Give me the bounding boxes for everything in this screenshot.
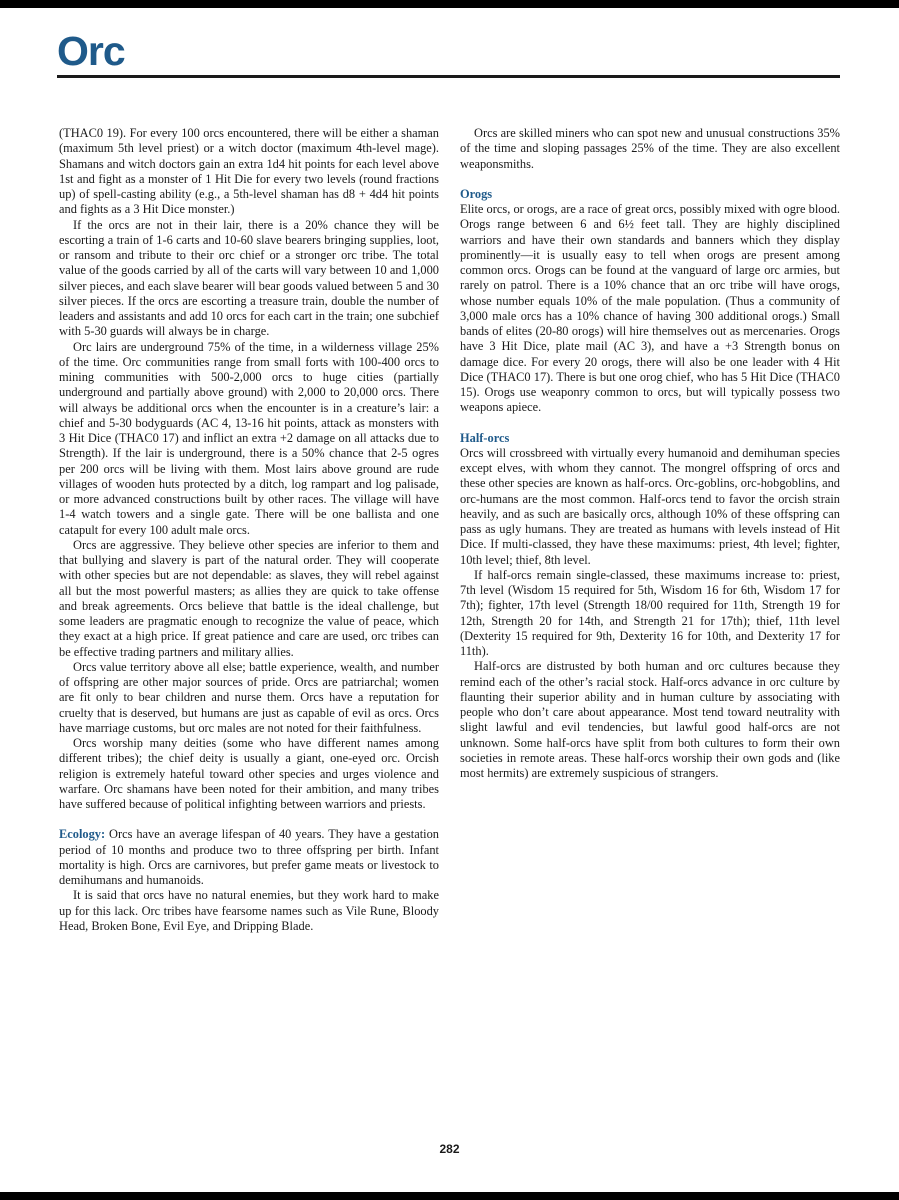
- spacer: [460, 172, 840, 187]
- bottom-border: [0, 1192, 899, 1200]
- spacer: [460, 416, 840, 431]
- ecology-text: Orcs have an average lifespan of 40 years. They have a gestation period of 10 months and produce two to three offspring per birth. Infant mortality is high. Orcs are carnivores, but prefer game meats or livestock to demihumans and humanoids.: [59, 827, 439, 887]
- top-border: [0, 0, 899, 8]
- paragraph: Orcs are aggressive. They believe other species are inferior to them and that bullying and slavery is part of the natural order. They will cooperate with other species but are not dependable: as slaves, they will rebel against all but the most powerful masters; as allies they are quick to take offense and break agreements. Orcs believe that battle is the ideal challenge, but some leaders are pragmatic enough to recognize the value of peace, which they exact at a high price. If great patience and care are used, orc tribes can be effective trading partners and military allies.: [59, 537, 439, 659]
- spacer: [59, 812, 439, 827]
- ecology-paragraph: [59, 827, 439, 888]
- paragraph: Orc lairs are underground 75% of the time, in a wilderness village 25% of the time. Orc communities range from small forts with 100-400 orcs to mining communities with 500-2,000 orcs to huge cities (partially underground and partially above ground) with 2,000 to 20,000 orcs. There will always be additional orcs when the encounter is in a creature’s lair: a chief and 5-30 bodyguards (AC 4, 13-16 hit points, attack as monsters with 3 Hit Dice (THAC0 17) and inflict an extra +2 damage on all attacks due to Strength). If the lair is underground, there is a 50% chance that 2-5 ogres per 200 orcs will be living with them. Most lairs above ground are rude villages of wooden huts protected by a ditch, log rampart and log palisade, or more advanced constructions built by other races. The village will have 1-4 watch towers and a single gate. There will be one ballista and one catapult for every 100 adult male orcs.: [59, 339, 439, 537]
- paragraph: Half-orcs are distrusted by both human and orc cultures because they remind each of the other’s racial stock. Half-orcs advance in orc culture by flaunting their superior ability and in human culture by associating with people who don’t care about appearance. Most tend toward neutrality with slight lawful and evil tendencies, but lawful good half-orcs are not unknown. Some half-orcs have split from both cultures to form their own societies in remote areas. These half-orcs worship their own gods and (like most hermits) are extremely suspicious of strangers.: [460, 659, 840, 780]
- paragraph: If half-orcs remain single-classed, these maximums increase to: priest, 7th level (Wisdom 15 required for 5th, Wisdom 16 for 6th, Wisdom 17 for 7th); fighter, 17th level (Strength 18/00 required for 11th, Strength 19 for 12th, Strength 20 for 14th, and Strength 21 for 17th); thief, 11th level (Dexterity 15 required for 9th, Dexterity 16 for 10th, and Dexterity 17 for 11th).: [460, 567, 840, 658]
- ecology-label: Ecology:: [59, 827, 106, 842]
- paragraph: Orcs will crossbreed with virtually every humanoid and demihuman species except elves, with whom they cannot. The mongrel offspring of orcs and these other species are known as half-orcs. Orc-goblins, orc-hobgoblins, and orc-humans are the most common. Half-orcs tend to favor the orcish strain heavily, and as such are basically orcs, although 10% of these offspring can pass as ugly humans. They are treated as humans with levels instead of Hit Dice. If multi-classed, they have these maximums: priest, 4th level; fighter, 10th level; thief, 8th level.: [460, 445, 840, 567]
- paragraph: Elite orcs, or orogs, are a race of great orcs, possibly mixed with ogre blood. Orogs range between 6 and 6½ feet tall. They are highly disciplined warriors and have their own standards and banners which they display prominently—it is usually easy to tell when orogs are present among common orcs. Orogs can be found at the vanguard of large orc armies, but rarely on patrol. There is a 10% chance that an orc tribe will have orogs, whose number equals 10% of the male population. (Thus a community of 3,000 male orcs has a 10% chance of having 300 additional orogs.) Small bands of elites (20-80 orogs) will hire themselves out as mercenaries. Orogs have 3 Hit Dice, plate mail (AC 3), and have a +3 Strength bonus on damage dice. For every 20 orogs, there will also be one leader with 4 Hit Dice (THAC0 17). There is but one orog chief, who has 5 Hit Dice (THAC0 15). Orogs use weaponry common to orcs, but will typically possess two weapons apiece.: [460, 202, 840, 415]
- paragraph: If the orcs are not in their lair, there is a 20% chance they will be escorting a train of 1-6 carts and 10-60 slave bearers bringing supplies, loot, or ransom and tribute to their orc chief or a stronger orc tribe. The total value of the goods carried by all of the carts will vary between 10 and 1,000 silver pieces, and each slave bearer will bear goods valued between 5 and 30 silver pieces. If the orcs are escorting a treasure train, double the number of leaders and assistants and add 10 orcs for each cart in the train; one subchief with 5-30 guards will always be in charge.: [59, 217, 439, 339]
- title-rule: [57, 75, 840, 78]
- paragraph: Orcs value territory above all else; battle experience, wealth, and number of offspring are other major sources of pride. Orcs are patriarchal; women are fit only to bear children and nurse them. Orcs have a reputation for cruelty that is deserved, but humans are just as capable of evil as orcs. Orcs have marriage customs, but orc males are not noted for their faithfulness.: [59, 659, 439, 735]
- paragraph: Orcs are skilled miners who can spot new and unusual constructions 35% of the time and sloping passages 25% of the time. They are also excellent weaponsmiths.: [460, 126, 840, 171]
- paragraph: It is said that orcs have no natural enemies, but they work hard to make up for this lack. Orc tribes have fearsome names such as Vile Rune, Bloody Head, Broken Bone, Evil Eye, and Dripping Blade.: [59, 888, 439, 933]
- section-heading-orogs: Orogs: [460, 186, 493, 201]
- section-heading-half-orcs: Half-orcs: [460, 430, 510, 445]
- page-title: Orc: [57, 28, 125, 74]
- left-column: [59, 126, 439, 934]
- right-column: [460, 126, 840, 781]
- page-number: 282: [439, 1142, 460, 1156]
- paragraph: (THAC0 19). For every 100 orcs encountered, there will be either a shaman (maximum 5th level priest) or a witch doctor (maximum 4th-level mage). Shamans and witch doctors gain an extra 1d4 hit points for each level above 1st and fight as a monster of 1 Hit Die for every two levels (round fractions up) of spell-casting ability (e.g., a 5th-level shaman has d8 + 4d4 hit points and fights as a 3 Hit Dice monster.): [59, 126, 439, 217]
- paragraph: Orcs worship many deities (some who have different names among different tribes); the chief deity is usually a giant, one-eyed orc. Orcish religion is extremely hateful toward other species and urges violence and warfare. Orc shamans have been noted for their ambition, and many tribes have suffered because of political infighting between warriors and priests.: [59, 736, 439, 811]
